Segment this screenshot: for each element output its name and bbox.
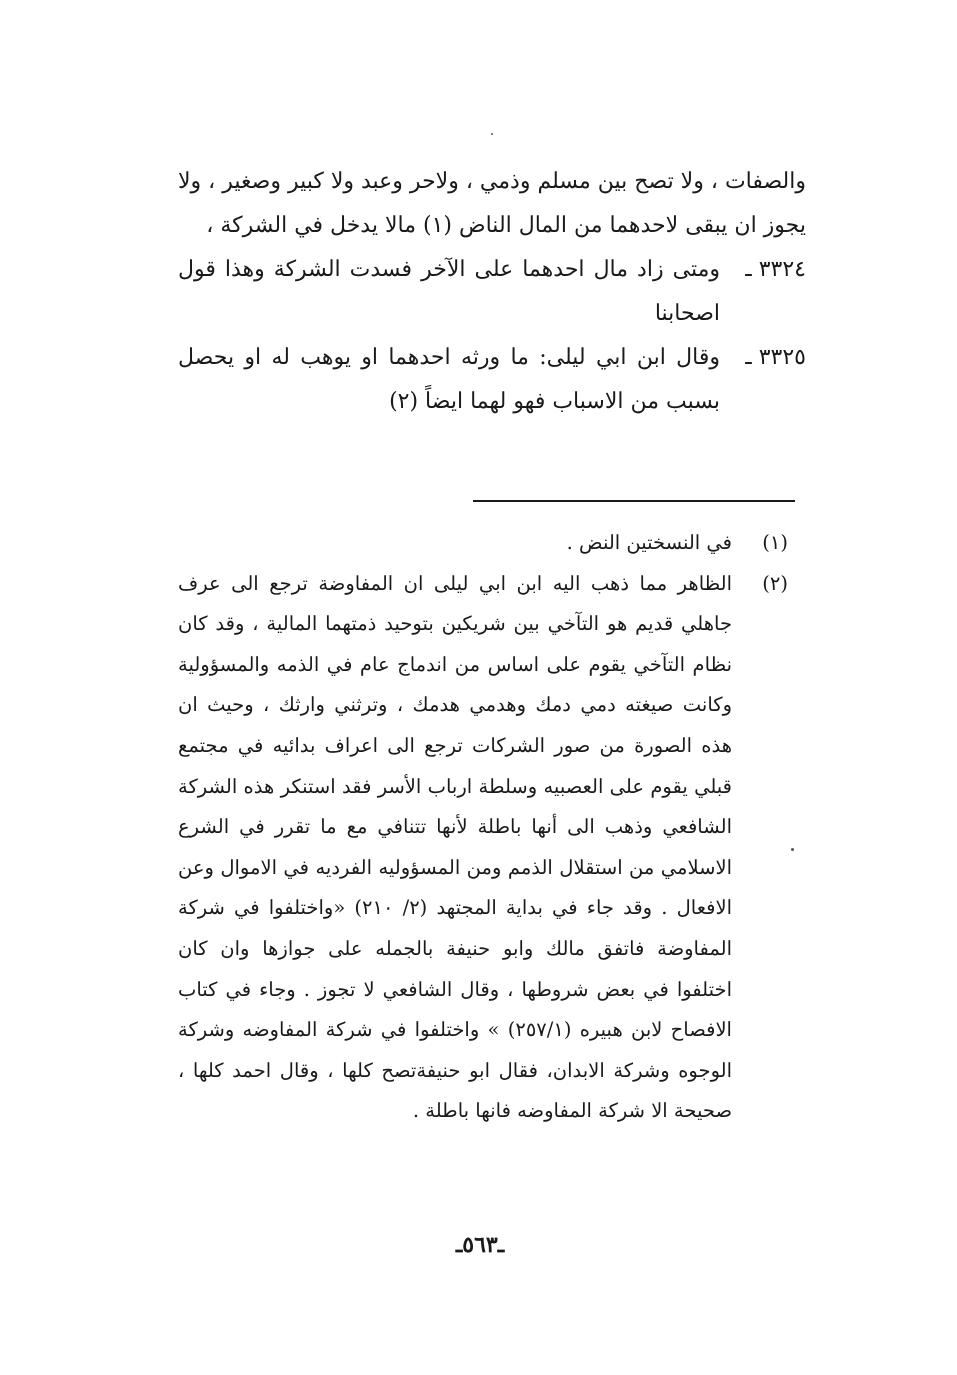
scan-speck [791, 848, 794, 851]
main-text [178, 160, 806, 424]
footnotes [178, 523, 788, 1132]
item-number: ٣٣٢٥ ـ [745, 345, 806, 370]
footnote [178, 523, 788, 564]
item-number: ٣٣٢٤ ـ [745, 257, 806, 282]
footnote-separator [473, 500, 795, 502]
item-text: ومتى زاد مال احدهما على الآخر فسدت الشركة وهذا قول اصحابنا [178, 257, 720, 326]
intro-paragraph: والصفات ، ولا تصح بين مسلم وذمي ، ولاحر وعبد ولا كبير وصغير ، ولا يجوز ان يبقى لاحدهما من المال الناض (١) مالا يدخل في الشركة ، [178, 169, 806, 238]
footnote-marker: (١) [762, 531, 788, 554]
footnote-marker: (٢) [762, 571, 788, 595]
footnote [178, 564, 788, 1132]
footnote-text: الظاهر مما ذهب اليه ابن ابي ليلى ان المفاوضة ترجع الى عرف جاهلي قديم هو التآخي بين شريكين بتوحيد ذمتهما المالية ، وقد كان نظام التآخي يقوم على اساس من اندماج عام في الذمه والمسؤولية وكانت صيغته دمي دمك وهدمي هدمك ، وترثني وارثك ، وحيث ان هذه الصورة من صور الشركات ترجع الى اعراف بدائيه في مجتمع قبلي يقوم على العصبيه وسلطة ارباب الأسر فقد استنكر هذه الشركة الشافعي وذهب الى أنها باطلة لأنها تتنافي مع ما تقرر في الشرع الاسلامي من استقلال الذمم ومن المسؤوليه الفرديه في الاموال وعن الافعال . وقد جاء في بداية المجتهد (٢/ ٢١٠) «واختلفوا في شركة المفاوضة فاتفق مالك وابو حنيفة بالجمله على جوازها وان كان اختلفوا في بعض شروطها ، وقال الشافعي لا تجوز . وجاء في كتاب الافصاح لابن هبيره (٢٥٧/١) » واختلفوا في شركة المفاوضه وشركة الوجوه وشركة الابدان، فقال ابو حنيفةتصح كلها ، وقال احمد كلها ، صحيحة الا شركة المفاوضه فانها باطلة . [178, 571, 732, 1123]
item-text: وقال ابن ابي ليلى: ما ورثه احدهما او يوهب له او يحصل بسبب من الاسباب فهو لهما ايضاً (٢) [178, 345, 720, 414]
page-number: ـ٥٦٣ـ [455, 1232, 505, 1258]
numbered-item [178, 336, 806, 424]
footnote-text: في النسختين النض . [566, 531, 732, 554]
scan-speck [491, 133, 493, 135]
numbered-item [178, 248, 806, 336]
